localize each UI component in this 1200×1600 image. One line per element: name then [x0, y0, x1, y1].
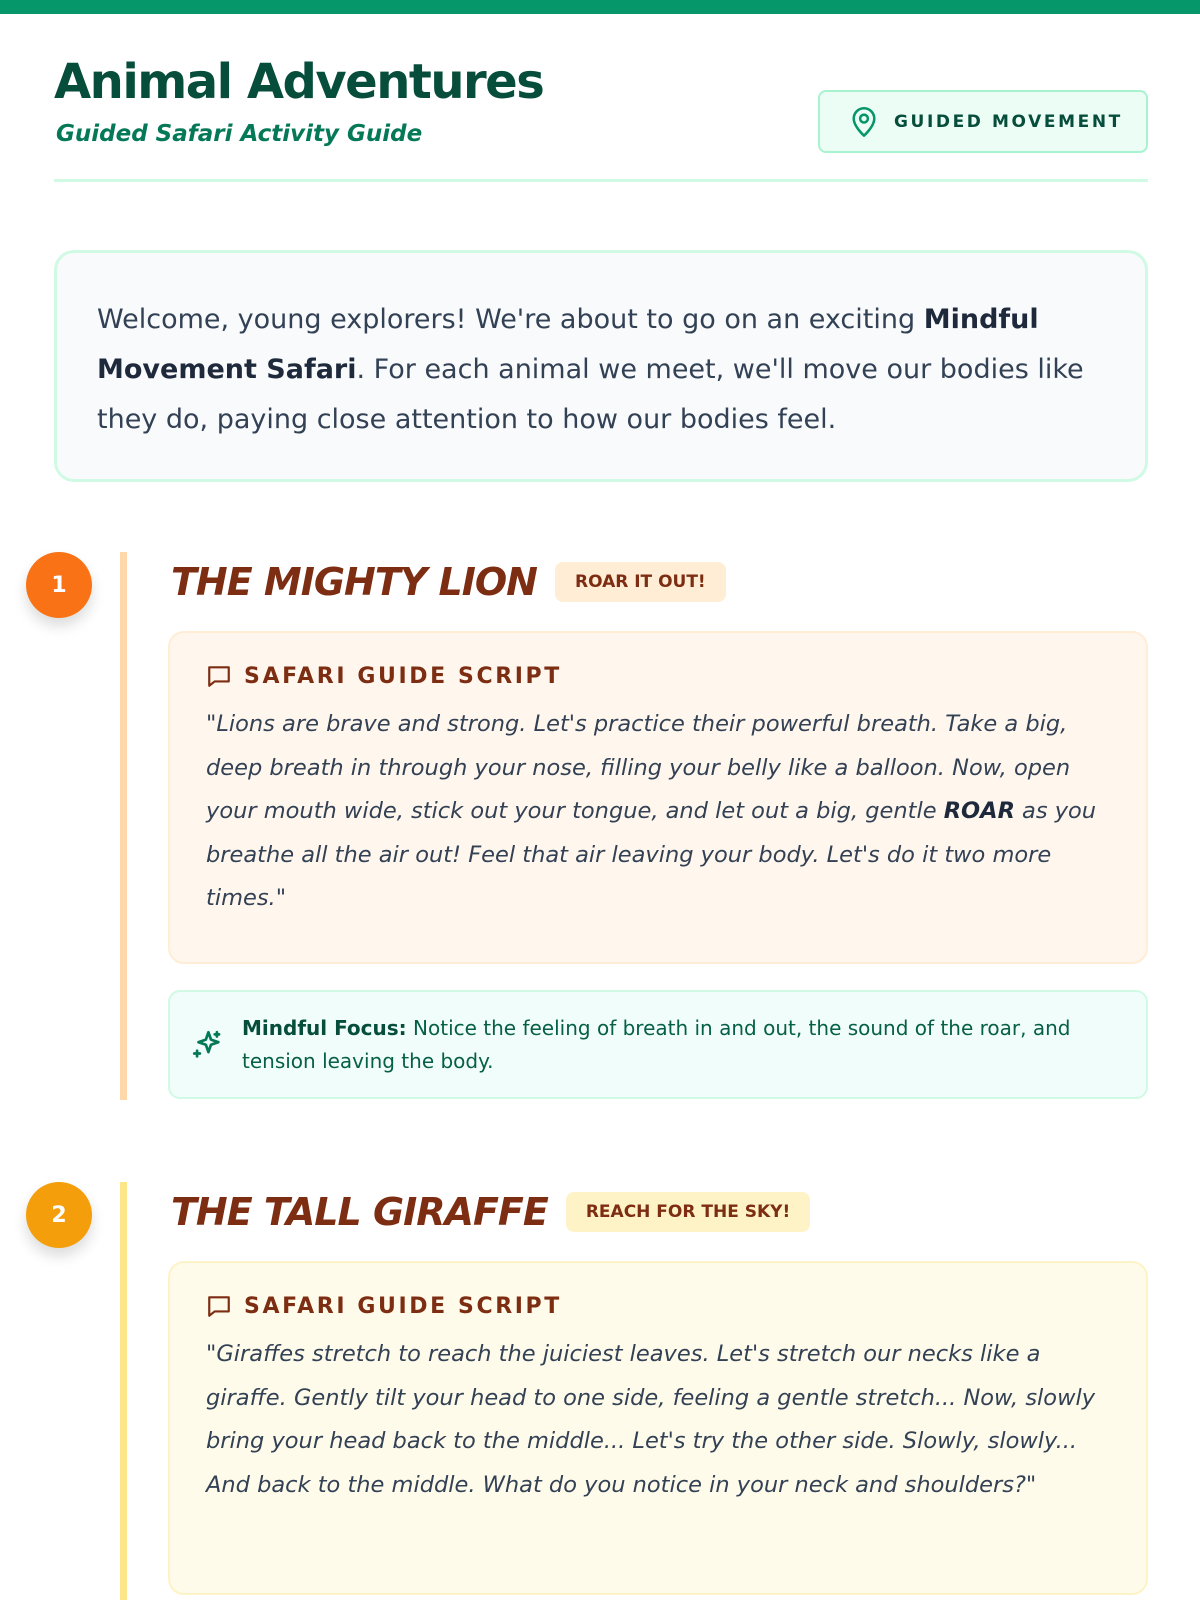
script-label: SAFARI GUIDE SCRIPT	[244, 1293, 562, 1319]
section-title: THE TALL GIRAFFE	[171, 1190, 548, 1234]
activity-section-giraffe	[26, 1182, 1148, 1600]
badge-label: GUIDED MOVEMENT	[894, 111, 1123, 132]
message-square-icon	[206, 1293, 232, 1319]
intro-text	[97, 295, 1105, 445]
script-text-end: as you breathe all the air out! Feel that air leaving your body. Let's do it two more times."	[206, 798, 1097, 911]
activity-section-lion	[26, 552, 1148, 1100]
script-card	[168, 631, 1148, 964]
page-subtitle: Guided Safari Activity Guide	[56, 121, 423, 147]
map-pin-icon	[850, 106, 878, 138]
intro-emphasis: Mindful Movement Safari	[97, 304, 1039, 385]
section-rail	[120, 1182, 127, 1600]
mindful-focus-card	[168, 990, 1148, 1099]
intro-text-end: . For each animal we meet, we'll move our bodies like they do, paying close attention to how our bodies feel.	[97, 354, 1084, 435]
script-card	[168, 1261, 1148, 1595]
script-header	[206, 663, 1110, 689]
step-number-badge: 1	[26, 552, 92, 618]
page-title: Animal Adventures	[54, 54, 544, 110]
page-header	[54, 52, 1148, 182]
script-label: SAFARI GUIDE SCRIPT	[244, 663, 562, 689]
intro-text-start: Welcome, young explorers! We're about to go on an exciting	[97, 304, 924, 335]
sparkles-icon	[190, 1028, 224, 1062]
focus-description: Notice the feeling of breath in and out, the sound of the roar, and tension leaving the body.	[242, 1016, 1071, 1073]
section-rail	[120, 552, 127, 1100]
script-emphasis: ROAR	[943, 798, 1015, 824]
intro-card	[54, 250, 1148, 482]
step-number-badge: 2	[26, 1182, 92, 1248]
script-text: "Giraffes stretch to reach the juiciest leaves. Let's stretch our necks like a giraffe. Gently tilt your head to one side, feeling a gentle stretch... Now, slowly bring your head back to the middle... Let's try the other side. Slowly, slowly... And back to the middle. What do you notice in your neck and shoulders?"	[206, 1341, 1096, 1498]
focus-text	[242, 1012, 1116, 1078]
section-heading	[171, 1188, 810, 1236]
script-text-start: "Lions are brave and strong. Let's practice their powerful breath. Take a big, deep breath in through your nose, filling your belly like a balloon. Now, open your mouth wide, stick out your tongue, and let out a big, gentle	[206, 711, 1071, 824]
focus-label: Mindful Focus:	[242, 1016, 407, 1040]
script-header	[206, 1293, 1110, 1319]
message-square-icon	[206, 663, 232, 689]
guided-movement-badge	[818, 90, 1148, 153]
script-text	[206, 703, 1110, 921]
section-heading	[171, 558, 726, 606]
top-accent-bar	[0, 0, 1200, 14]
section-tag: ROAR IT OUT!	[555, 562, 726, 602]
section-tag: REACH FOR THE SKY!	[566, 1192, 810, 1232]
section-title: THE MIGHTY LION	[171, 560, 537, 604]
